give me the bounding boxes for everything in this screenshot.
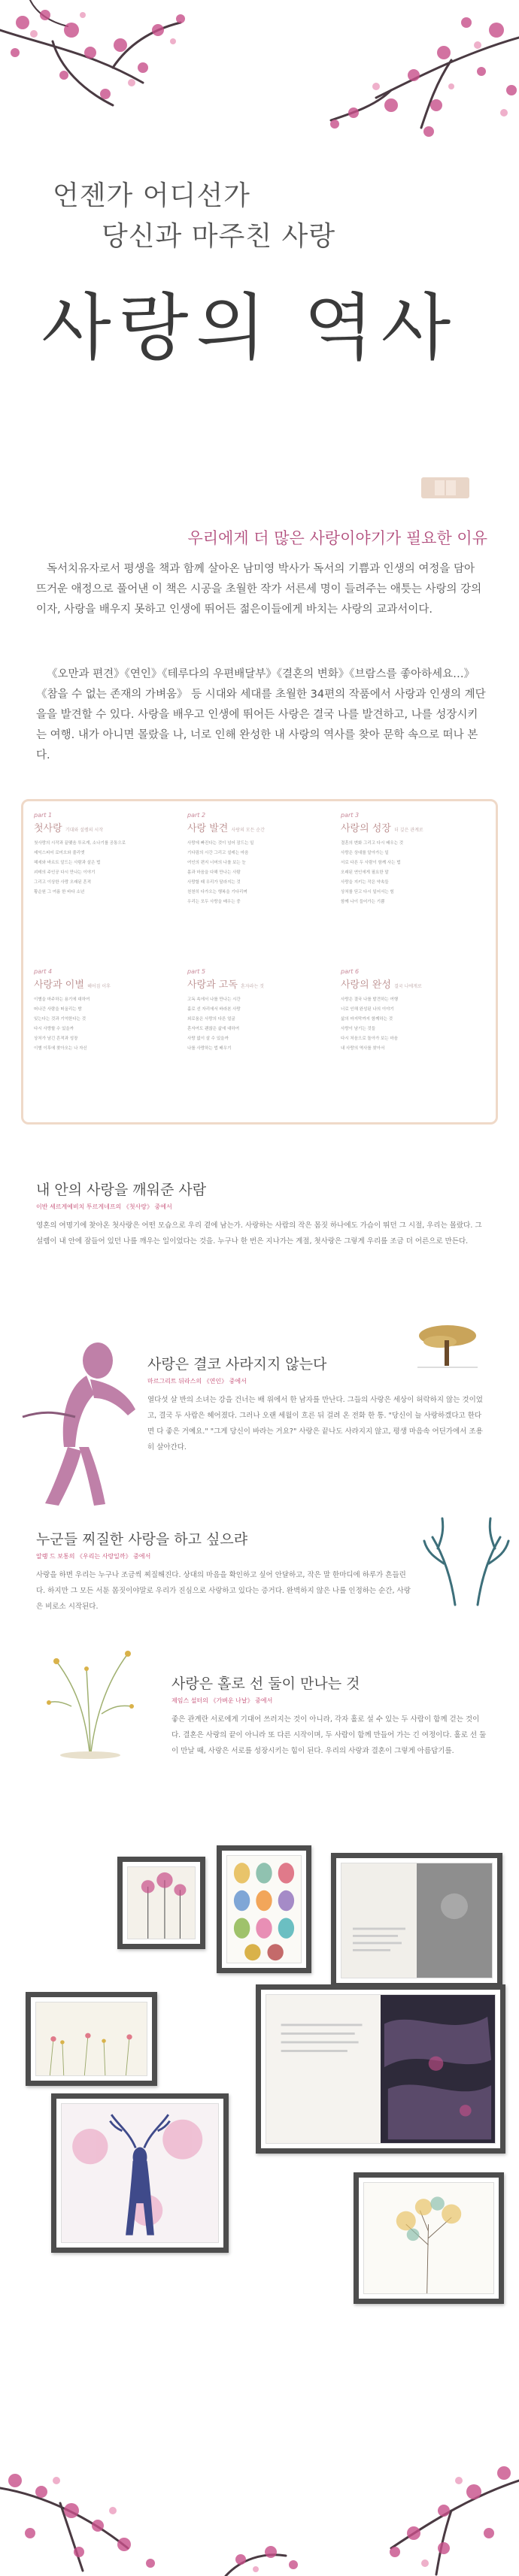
part-item-list [34,995,177,1054]
part-item: 내 사랑의 역사를 찾아서 [341,1046,385,1051]
part-item: 외로움은 사랑의 다른 얼굴 [187,1017,235,1022]
part-item-list [187,995,330,1054]
part-item: 사랑이 남기는 것들 [341,1027,376,1031]
part-item: 여인의 편지 너머의 나를 보는 눈 [187,861,246,865]
part-item: 잊는다는 것과 기억한다는 것 [34,1017,86,1022]
part-item: 혼자여도 괜찮은 삶에 대하여 [187,1027,240,1031]
part-item-list [341,839,484,907]
bottom-blossom-illustration [0,2398,519,2576]
part-item: 다시 처음으로 돌아가 보는 마음 [341,1037,399,1041]
part-item: 떠나간 사람을 떠올리는 밤 [34,1007,82,1012]
part-item: 상처가 남긴 흔적과 성장 [34,1037,78,1041]
part-label: part 4 [34,968,53,975]
subtitle-line-1: 언젠가 어디선가 [53,180,250,211]
tree-illustration [410,1319,485,1372]
part-item: 나를 사랑하는 법 배우기 [187,1046,232,1051]
part-item: 홀로 선 자리에서 바라본 사랑 [187,1007,241,1012]
part-title: 첫사랑 기대와 설렘의 시작 [34,823,104,834]
part-title: 사랑과 이별 헤어짐 이후 [34,979,111,991]
framed-meadow-illustration [26,1992,157,2086]
part-item: 셰익스피어 로미오와 줄리엣 [34,851,85,855]
part-item: 사랑을 지키는 작은 약속들 [341,880,389,885]
part-item: 사랑 없이 살 수 있을까 [187,1037,229,1041]
framed-deer-illustration [51,2093,229,2253]
mini-book-icon [421,477,469,498]
part-item: 오래된 연인에게 필요한 말 [341,870,389,875]
part-label: part 2 [187,812,206,819]
section-source: 제임스 설터의 《가벼운 나날》 중에서 [171,1697,273,1704]
framed-open-book-illustration [331,1853,502,1988]
part-item: 이별을 마주하는 용기에 대하여 [34,997,90,1002]
framed-sketch-tree-illustration [354,2172,504,2304]
toc-part [34,968,177,1054]
framed-night-book-illustration [256,1984,505,2154]
part-title: 사랑 발견 사랑의 모든 순간 [187,823,265,834]
part-item: 다시 사랑할 수 있을까 [34,1027,74,1031]
part-item: 삶의 마지막까지 함께하는 것 [341,1017,393,1022]
part-title: 사랑의 성장 더 깊은 관계로 [341,823,423,834]
intro-paragraph-2: 《오만과 편견》《연인》《테루다의 우편배달부》《결혼의 변화》《브람스를 좋아하세요…》《참을 수 없는 존재의 가벼움》 등 시대와 세대를 초월한 34편의 작품에서 사랑과 인생의 계단을을 발견할 수 있다. 사랑을 배우고 인생에 뛰어든 사랑은 결국 나를 발견하고, 나를 성장시키는 여행. 내가 아니면 몰랐을 나, 너로 인해 완성한 내 사랑의 역사를 찾아 문학 속으로 떠나 본다. [36,668,486,761]
contents-box [21,799,498,1125]
part-item: 사랑은 결국 나를 발견하는 여행 [341,997,399,1002]
section-body: 열다섯 살 반의 소녀는 강을 건너는 배 위에서 한 남자를 만난다. 그들의 사랑은 세상이 허락하지 않는 것이었고, 결국 두 사람은 헤어졌다. 그러나 오랜 세월이 흐른 뒤 걸려 온 전화 한 통. "당신이 늘 사랑하겠다고 한다면 다 좋은 거예요." "그게 당신이 바라는 거요?" 사랑은 끝나도 사라지지 않고, 평생 마음속 어딘가에서 조용히 살아간다. [147,1396,483,1451]
part-title: 사랑의 완성 결국 나에게로 [341,979,422,991]
section-body: 좋은 관계란 서로에게 기대어 쓰러지는 것이 아니라, 각자 홀로 설 수 있는 두 사람이 함께 걷는 것이다. 결혼은 사랑의 끝이 아니라 또 다른 시작이며, 두 사람이 함께 만들어 가는 긴 여정이다. 홀로 선 둘이 만날 때, 사랑은 서로를 성장시키는 힘이 된다. 우리의 사랑과 결혼이 그렇게 아름답기를. [171,1715,487,1755]
part-item: 그리고 이상한 사랑 오래된 흔적 [34,880,92,885]
subtitle-line-2: 당신과 마주친 사랑 [102,221,336,252]
wildflower-illustration [41,1631,139,1759]
book-title: 사랑의 역사 [41,286,459,370]
part-label: part 6 [341,968,360,975]
part-item-list [341,995,484,1054]
section-body: 영혼의 여명기에 찾아온 첫사랑은 어떤 모습으로 우리 곁에 남는가. 사랑하는 사람의 작은 몸짓 하나에도 가슴이 뛰던 그 시절, 우리는 몰랐다. 그 설렘이 내 안에 잠들어 있던 나를 깨우는 일이었다는 것을. 누구나 한 번은 지나가는 계절, 첫사랑은 그렇게 우리를 조금 더 어른으로 만든다. [36,1221,482,1246]
part-item: 결혼의 변화 그리고 다시 배우는 것 [341,841,404,846]
toc-part [187,812,330,907]
section-title: 사랑은 결코 사라지지 않는다 [147,1356,327,1373]
toc-part [341,968,484,1054]
part-item: 함께 나이 들어가는 기쁨 [341,900,385,904]
part-title: 사랑과 고독 혼자라는 것 [187,979,264,991]
framed-faces-illustration [217,1845,311,1973]
part-item: 몸과 마음을 다해 만나는 사람 [187,870,241,875]
man-silhouette-illustration [15,1334,143,1507]
section-source: 이반 세르게예비치 투르게네프의 《첫사랑》 중에서 [36,1203,172,1210]
intro-paragraph-1: 독서치유자로서 평생을 책과 함께 살아온 남미영 박사가 독서의 기쁨과 인생의 여정을 담아 뜨거운 애정으로 풀어낸 이 책은 시공을 초월한 작가 서른세 명이 들려주는 애틋는 사랑의 강의이자, 사랑을 배우지 못하고 인생에 뛰어든 젊은이들에게 바치는 사랑의 교과서이다. [36,563,482,616]
section-body: 사랑을 하면 우리는 누구나 조금씩 찌질해진다. 상대의 마음을 확인하고 싶어 안달하고, 작은 말 한마디에 하루가 흔들린다. 하지만 그 모든 서툰 몸짓이야말로 우리가 진심으로 사랑하고 있다는 증거다. 완벽하지 않은 나를 인정하는 순간, 사랑은 비로소 시작된다. [36,1571,411,1611]
part-item: 첫사랑의 시작과 끝맺음 투르게, 소나기를 공통으로 [34,841,126,846]
section-title: 누군들 찌질한 사랑을 하고 싶으랴 [36,1531,248,1548]
section-title: 사랑은 홀로 선 둘이 만나는 것 [171,1675,360,1692]
part-item: 사랑은 상대를 알아가는 일 [341,851,389,855]
part-item: 서로 다른 두 사람이 함께 사는 법 [341,861,401,865]
top-blossom-illustration [0,0,519,150]
section-source: 알랭 드 보통의 《우리는 사랑일까》 중에서 [36,1553,151,1560]
part-item: 괴테의 주인공 다시 만나는 이야기 [34,870,96,875]
part-item: 상처를 딛고 다시 일어서는 힘 [341,890,394,894]
part-item: 헤세와 바르트 알드는 사람과 살은 법 [34,861,101,865]
part-label: part 5 [187,968,206,975]
section-title: 내 안의 사랑을 깨워준 사람 [36,1182,207,1198]
part-item: 황순원 그 여름 한 바다 소년 [34,890,85,894]
part-label: part 1 [34,812,53,819]
part-item: 고독 속에서 나를 만나는 시간 [187,997,241,1002]
part-item: 사랑할 때 우리가 달라지는 것 [187,880,241,885]
section-source: 마르그리트 뒤라스의 《연인》 중에서 [147,1378,247,1385]
part-item-list [187,839,330,907]
part-item: 우리는 모두 사랑을 배우는 중 [187,900,241,904]
toc-part [187,968,330,1054]
antlers-illustration [421,1511,511,1609]
part-item: 너로 인해 완성된 나의 이야기 [341,1007,394,1012]
framed-tree-illustration [117,1857,205,1949]
part-item-list [34,839,177,898]
intro-heading: 우리에게 더 많은 사랑이야기가 필요한 이유 [187,529,487,547]
part-item: 천천히 다가오는 행복을 기다리며 [187,890,247,894]
part-item: 기다림의 시간 그리고 설레는 마음 [187,851,249,855]
part-item: 사랑에 빠진다는 것이 넘어 잠드는 일 [187,841,254,846]
toc-part [34,812,177,898]
part-item: 이별 이후에 찾아오는 나 자신 [34,1046,87,1051]
toc-part [341,812,484,907]
part-label: part 3 [341,812,360,819]
